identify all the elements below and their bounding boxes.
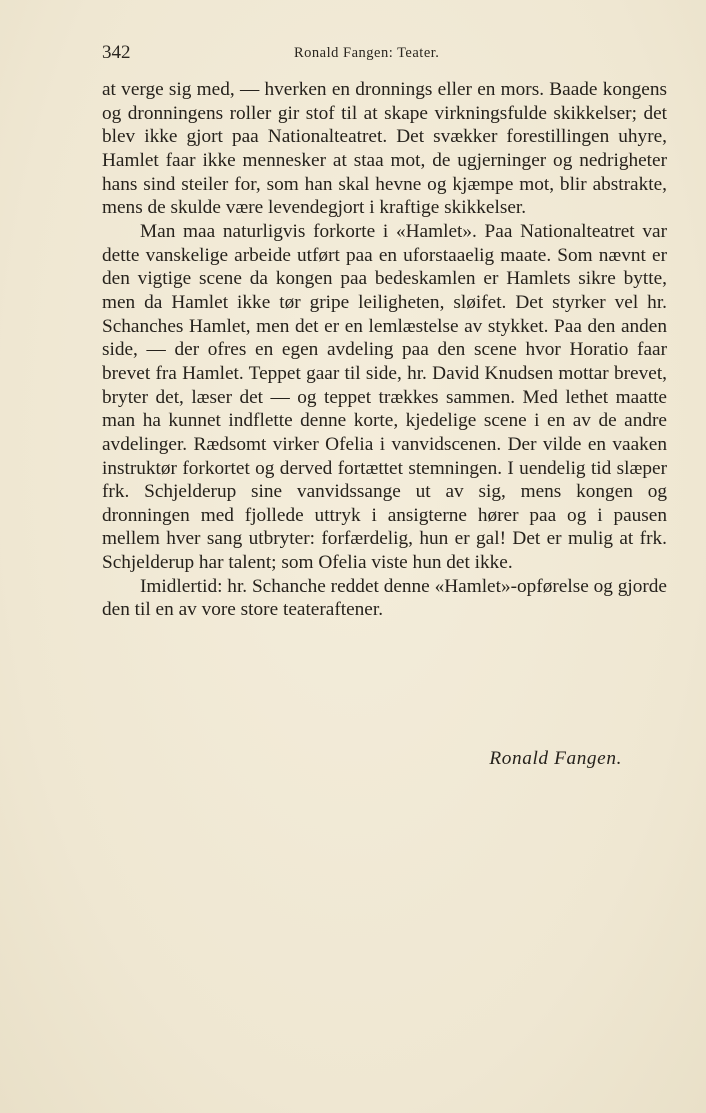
- body-text: [102, 78, 667, 622]
- author-signature: Ronald Fangen.: [489, 748, 622, 769]
- running-head: Ronald Fangen: Teater.: [294, 45, 440, 61]
- paragraph-1: at verge sig med, — hverken en dronnings eller en mors. Baade kongens og dronningens roller gir stof til at skape virkningsfulde skikkelser; det blev ikke gjort paa Nationalteatret. Det svækker forestillingen uhyre, Hamlet faar ikke mennesker at staa mot, de ugjerninger og nedrigheter hans sind steiler for, som han skal hevne og kjæmpe mot, blir abstrakte, mens de skulde være levendegjort i kraftige skikkelser.: [102, 79, 667, 219]
- paragraph-3: Imidlertid: hr. Schanche reddet denne «Hamlet»-opførelse og gjorde den til en av vore store teateraftener.: [102, 575, 667, 621]
- page-number: 342: [102, 42, 131, 63]
- page-header: [102, 42, 667, 68]
- paragraph-2: Man maa naturligvis forkorte i «Hamlet». Paa Nationalteatret var dette vanskelige arbeide utført paa en uforstaaelig maate. Som nævnt er den vigtige scene da kongen paa bedeskamlen er Hamlets sikre bytte, men da Hamlet ikke tør gripe leiligheten, sløifet. Det styrker vel hr. Schanches Hamlet, men det er en lemlæstelse av stykket. Paa den anden side, — der ofres en egen avdeling paa den scene hvor Horatio faar brevet fra Hamlet. Teppet gaar til side, hr. David Knudsen mottar brevet, bryter det, læser det — og teppet trækkes sammen. Med lethet maatte man ha kunnet indflette denne korte, kjedelige scene i en av de andre avdelinger. Rædsomt virker Ofelia i vanvidscenen. Der vilde en vaaken instruktør forkortet og derved fortættet stemningen. I uendelig tid slæper frk. Schjelderup sine vanvidssange ut av sig, mens kongen og dronningen med fjollede uttryk i ansigterne hører paa og i pausen mellem hver sang utbryter: forfærdelig, hun er gal! Det er mulig at frk. Schjelderup har talent; som Ofelia viste hun det ikke.: [102, 220, 667, 574]
